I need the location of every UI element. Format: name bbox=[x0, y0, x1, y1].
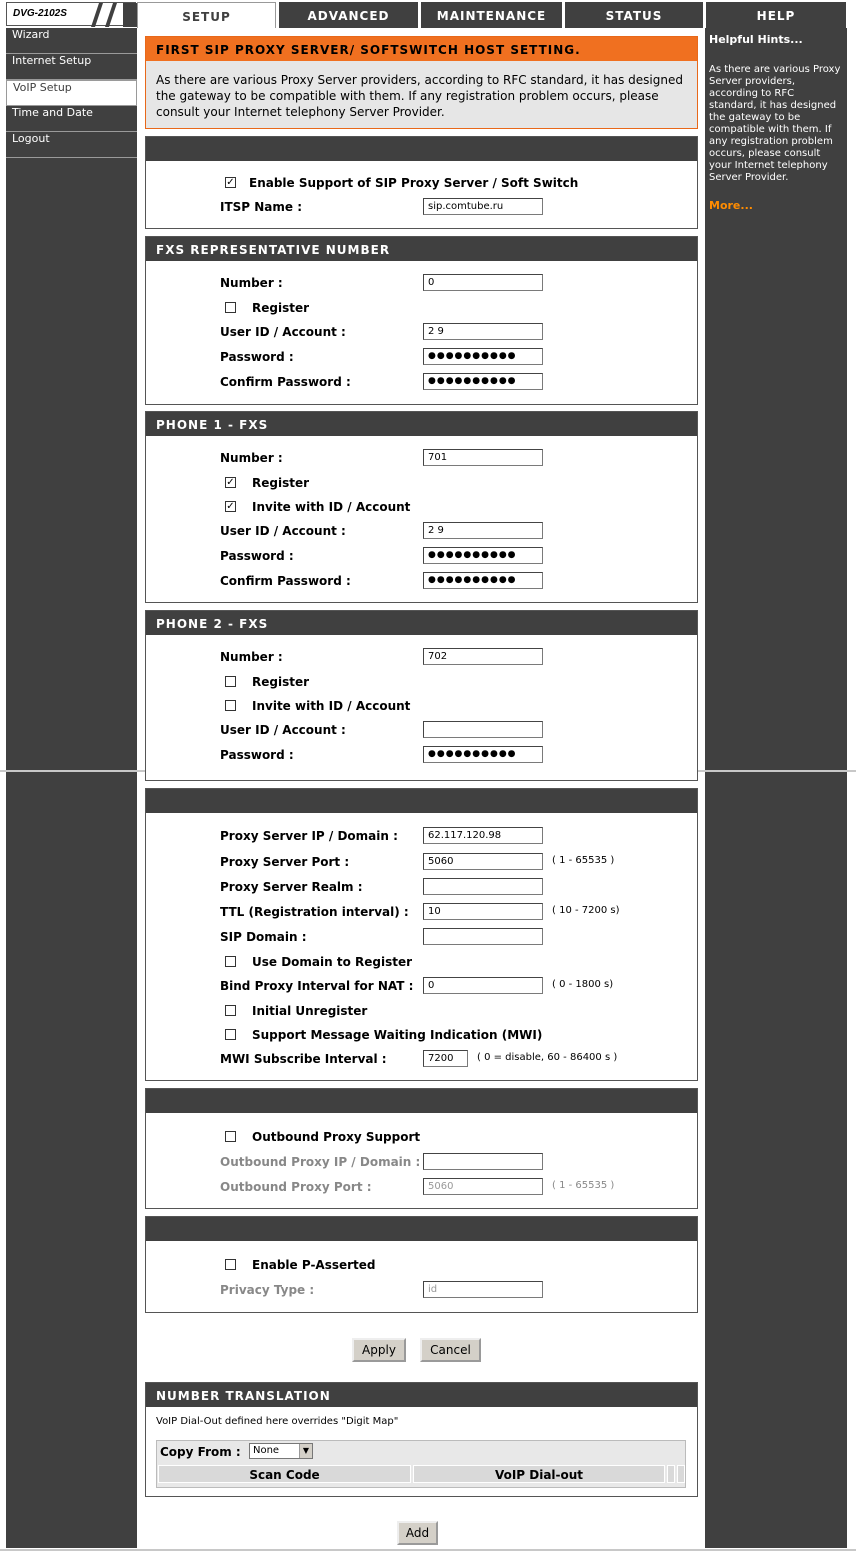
sidebar-item-internet-setup[interactable]: Internet Setup bbox=[6, 54, 137, 80]
sidebar-item-wizard[interactable]: Wizard bbox=[6, 28, 137, 54]
copy-from-value: None bbox=[253, 1445, 280, 1456]
p-asserted-section bbox=[145, 1216, 698, 1313]
tab-setup[interactable]: SETUP bbox=[137, 2, 276, 28]
invite-label: Invite with ID / Account bbox=[252, 699, 411, 713]
sidebar-item-logout[interactable]: Logout bbox=[6, 132, 137, 158]
phone2-password-input[interactable]: ●●●●●●●●●● bbox=[423, 746, 543, 763]
phone1-confirm-password-input[interactable]: ●●●●●●●●●● bbox=[423, 572, 543, 589]
proxy-realm-label: Proxy Server Realm : bbox=[220, 880, 363, 894]
outbound-proxy-checkbox[interactable] bbox=[225, 1131, 236, 1142]
confirm-password-label: Confirm Password : bbox=[220, 375, 351, 389]
translation-table bbox=[156, 1440, 686, 1488]
bind-interval-label: Bind Proxy Interval for NAT : bbox=[220, 979, 414, 993]
ttl-range: ( 10 - 7200 s) bbox=[552, 905, 620, 916]
column-header-empty bbox=[667, 1465, 675, 1483]
privacy-type-input[interactable]: id bbox=[423, 1281, 543, 1298]
fxs-confirm-password-input[interactable]: ●●●●●●●●●● bbox=[423, 373, 543, 390]
fxs-register-checkbox[interactable] bbox=[225, 302, 236, 313]
phone1-section bbox=[145, 411, 698, 603]
divider bbox=[0, 1549, 856, 1551]
dropdown-arrow-icon: ▼ bbox=[299, 1444, 312, 1458]
user-id-label: User ID / Account : bbox=[220, 723, 346, 737]
phone2-section bbox=[145, 610, 698, 781]
ttl-input[interactable]: 10 bbox=[423, 903, 543, 920]
sidebar-item-time-and-date[interactable]: Time and Date bbox=[6, 106, 137, 132]
hints-title: Helpful Hints... bbox=[709, 33, 803, 46]
column-header-empty bbox=[677, 1465, 685, 1483]
intro-body: As there are various Proxy Server providers, according to RFC standard, it has designed the gateway to be compatible with them. If any registration problem occurs, please consult your Internet telephony Server Provider. bbox=[156, 73, 683, 119]
top-navigation bbox=[0, 0, 856, 28]
section-header bbox=[146, 1089, 697, 1113]
fxs-user-id-input[interactable]: 2 9 bbox=[423, 323, 543, 340]
mwi-interval-label: MWI Subscribe Interval : bbox=[220, 1052, 387, 1066]
mwi-checkbox[interactable] bbox=[225, 1029, 236, 1040]
mwi-interval-input[interactable]: 7200 bbox=[423, 1050, 468, 1067]
invite-label: Invite with ID / Account bbox=[252, 500, 411, 514]
more-link[interactable]: More... bbox=[709, 199, 753, 212]
outbound-ip-input[interactable] bbox=[423, 1153, 543, 1170]
privacy-type-label: Privacy Type : bbox=[220, 1283, 315, 1297]
translation-note: VoIP Dial-Out defined here overrides "Digit Map" bbox=[156, 1416, 399, 1427]
proxy-port-input[interactable]: 5060 bbox=[423, 853, 543, 870]
column-header-scan-code: Scan Code bbox=[158, 1465, 411, 1483]
outbound-proxy-label: Outbound Proxy Support bbox=[252, 1130, 421, 1144]
phone1-invite-checkbox[interactable]: ✓ bbox=[226, 501, 235, 512]
section-title: PHONE 2 - FXS bbox=[146, 611, 697, 635]
phone2-user-id-input[interactable] bbox=[423, 721, 543, 738]
column-header-voip-dial-out: VoIP Dial-out bbox=[413, 1465, 665, 1483]
proxy-ip-label: Proxy Server IP / Domain : bbox=[220, 829, 398, 843]
sip-domain-label: SIP Domain : bbox=[220, 930, 307, 944]
phone1-password-input[interactable]: ●●●●●●●●●● bbox=[423, 547, 543, 564]
section-title: NUMBER TRANSLATION bbox=[146, 1383, 697, 1407]
section-header bbox=[146, 137, 697, 161]
use-domain-label: Use Domain to Register bbox=[252, 955, 413, 969]
tab-advanced[interactable]: ADVANCED bbox=[279, 2, 418, 28]
add-button[interactable]: Add bbox=[397, 1521, 438, 1545]
number-label: Number : bbox=[220, 451, 283, 465]
phone1-register-checkbox[interactable]: ✓ bbox=[226, 477, 235, 488]
copy-from-label: Copy From : bbox=[160, 1445, 241, 1459]
number-label: Number : bbox=[220, 276, 283, 290]
p-asserted-label: Enable P-Asserted bbox=[252, 1258, 376, 1272]
p-asserted-checkbox[interactable] bbox=[225, 1259, 236, 1270]
cancel-button[interactable]: Cancel bbox=[420, 1338, 481, 1362]
mwi-label: Support Message Waiting Indication (MWI) bbox=[252, 1028, 543, 1042]
logo-slashes bbox=[77, 3, 137, 27]
itsp-name-label: ITSP Name : bbox=[220, 200, 303, 214]
password-label: Password : bbox=[220, 748, 294, 762]
phone2-register-checkbox[interactable] bbox=[225, 676, 236, 687]
section-header bbox=[146, 1217, 697, 1241]
register-label: Register bbox=[252, 476, 310, 490]
use-domain-checkbox[interactable] bbox=[225, 956, 236, 967]
phone2-number-input[interactable]: 702 bbox=[423, 648, 543, 665]
outbound-proxy-section bbox=[145, 1088, 698, 1209]
sip-enable-section bbox=[145, 136, 698, 229]
sidebar-item-voip-setup[interactable]: VoIP Setup bbox=[6, 80, 137, 106]
proxy-port-range: ( 1 - 65535 ) bbox=[552, 855, 615, 866]
bind-interval-range: ( 0 - 1800 s) bbox=[552, 979, 614, 990]
section-title: PHONE 1 - FXS bbox=[146, 412, 697, 436]
help-panel bbox=[705, 28, 847, 1548]
tab-help[interactable]: HELP bbox=[706, 2, 846, 28]
phone1-number-input[interactable]: 701 bbox=[423, 449, 543, 466]
enable-sip-checkbox[interactable]: ✓ bbox=[226, 177, 235, 188]
sip-domain-input[interactable] bbox=[423, 928, 543, 945]
proxy-realm-input[interactable] bbox=[423, 878, 543, 895]
initial-unregister-checkbox[interactable] bbox=[225, 1005, 236, 1016]
itsp-name-input[interactable]: sip.comtube.ru bbox=[423, 198, 543, 215]
enable-sip-label: Enable Support of SIP Proxy Server / Soft Switch bbox=[249, 176, 579, 190]
fxs-password-input[interactable]: ●●●●●●●●●● bbox=[423, 348, 543, 365]
user-id-label: User ID / Account : bbox=[220, 524, 346, 538]
outbound-port-label: Outbound Proxy Port : bbox=[220, 1180, 372, 1194]
user-id-label: User ID / Account : bbox=[220, 325, 346, 339]
proxy-ip-input[interactable]: 62.117.120.98 bbox=[423, 827, 543, 844]
fxs-representative-section bbox=[145, 236, 698, 405]
intro-box bbox=[145, 36, 698, 129]
section-header bbox=[146, 789, 697, 813]
model-name: DVG-2102S bbox=[13, 8, 67, 19]
outbound-port-range: ( 1 - 65535 ) bbox=[552, 1180, 615, 1191]
fxs-number-input[interactable]: 0 bbox=[423, 274, 543, 291]
phone1-user-id-input[interactable]: 2 9 bbox=[423, 522, 543, 539]
hints-body: As there are various Proxy Server providers, according to RFC standard, it has designed the gateway to be compatible with them. If any registration problem occurs, please consult your Internet telephony Server Provider. bbox=[709, 64, 841, 183]
password-label: Password : bbox=[220, 350, 294, 364]
number-label: Number : bbox=[220, 650, 283, 664]
phone2-invite-checkbox[interactable] bbox=[225, 700, 236, 711]
register-label: Register bbox=[252, 675, 310, 689]
model-logo bbox=[6, 2, 136, 26]
tab-status[interactable]: STATUS bbox=[565, 2, 703, 28]
number-translation-section bbox=[145, 1382, 698, 1497]
sidebar bbox=[6, 28, 137, 1548]
ttl-label: TTL (Registration interval) : bbox=[220, 905, 409, 919]
apply-button[interactable]: Apply bbox=[352, 1338, 406, 1362]
outbound-port-input[interactable]: 5060 bbox=[423, 1178, 543, 1195]
confirm-password-label: Confirm Password : bbox=[220, 574, 351, 588]
proxy-server-section bbox=[145, 788, 698, 1081]
initial-unregister-label: Initial Unregister bbox=[252, 1004, 368, 1018]
outbound-ip-label: Outbound Proxy IP / Domain : bbox=[220, 1155, 421, 1169]
intro-title: FIRST SIP PROXY SERVER/ SOFTSWITCH HOST SETTING. bbox=[146, 37, 697, 61]
tab-maintenance[interactable]: MAINTENANCE bbox=[421, 2, 562, 28]
bind-interval-input[interactable]: 0 bbox=[423, 977, 543, 994]
password-label: Password : bbox=[220, 549, 294, 563]
register-label: Register bbox=[252, 301, 310, 315]
proxy-port-label: Proxy Server Port : bbox=[220, 855, 350, 869]
mwi-interval-range: ( 0 = disable, 60 - 86400 s ) bbox=[477, 1052, 618, 1063]
section-title: FXS REPRESENTATIVE NUMBER bbox=[146, 237, 697, 261]
copy-from-select[interactable] bbox=[249, 1443, 313, 1459]
